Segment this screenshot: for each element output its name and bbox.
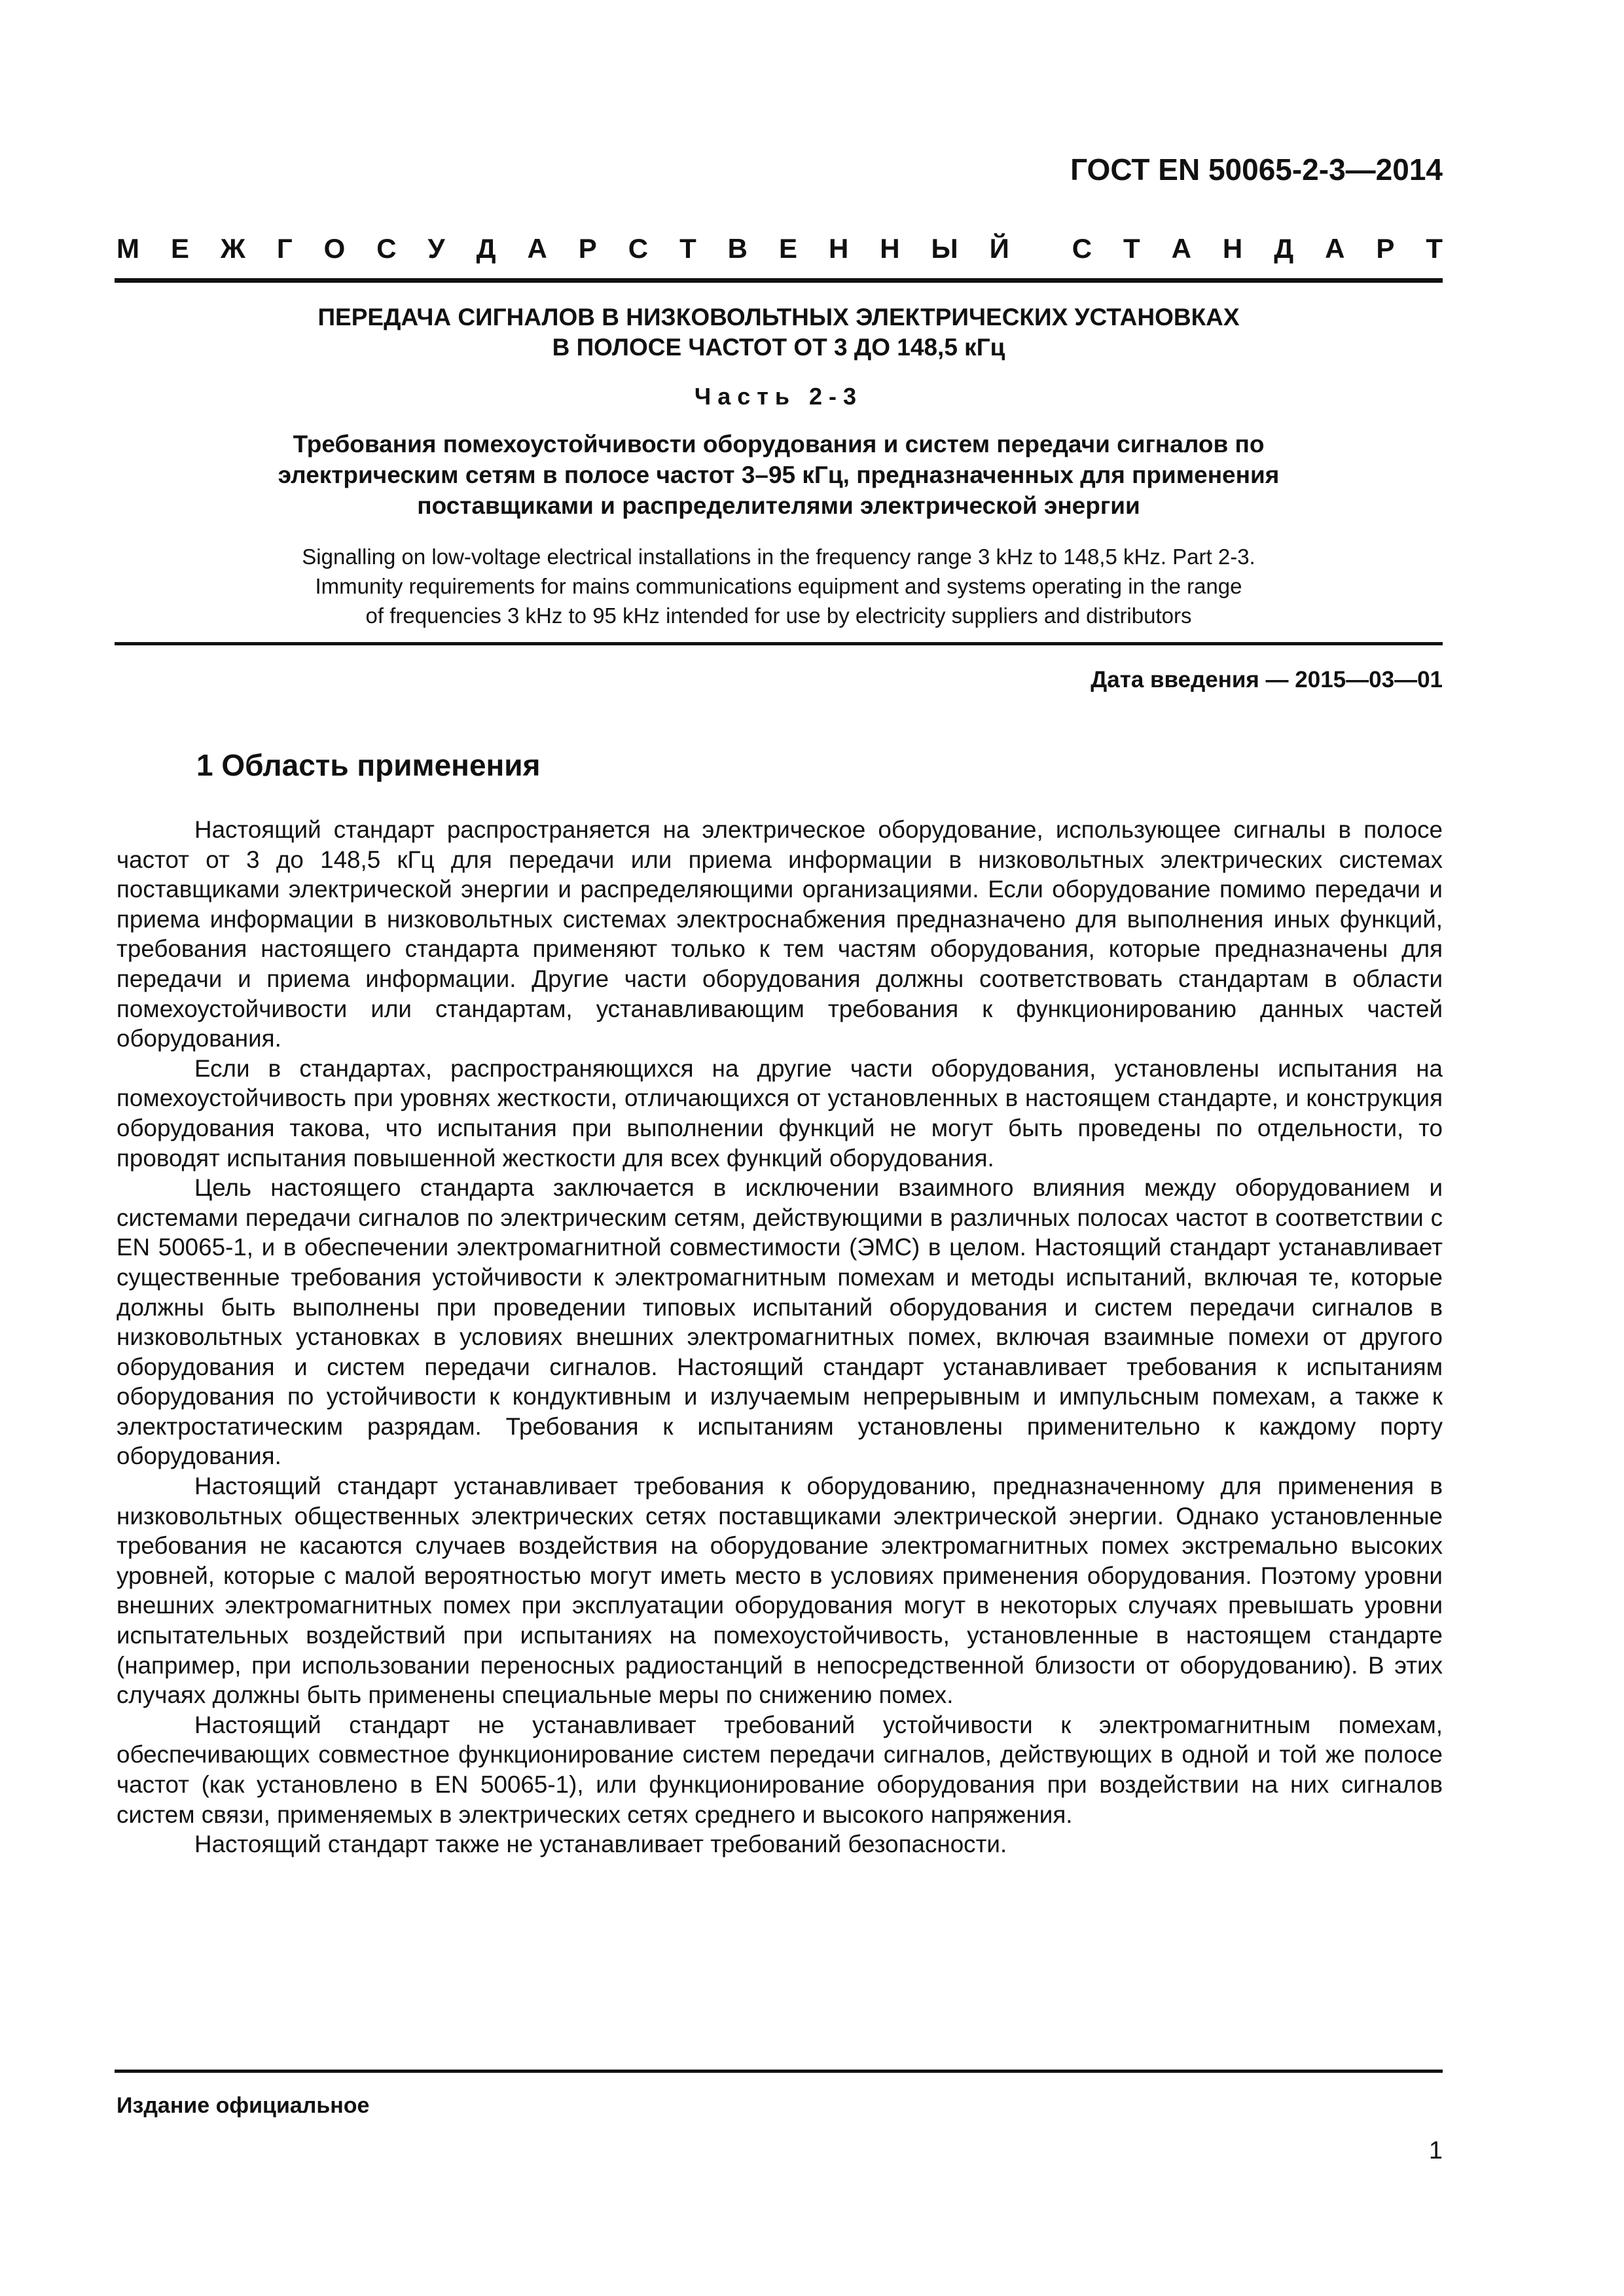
banner-letter: Т bbox=[1426, 233, 1443, 264]
document-number: ГОСТ EN 50065-2-3—2014 bbox=[1070, 152, 1443, 187]
banner-letter: М bbox=[117, 233, 139, 264]
banner-letter: А bbox=[1325, 233, 1345, 264]
banner-letter: Г bbox=[276, 233, 293, 264]
banner-letter: Н bbox=[880, 233, 900, 264]
english-title-line: Immunity requirements for mains communications equipment and systems operating in the range bbox=[315, 574, 1242, 598]
banner-letter: Н bbox=[828, 233, 849, 264]
paragraph: Цель настоящего стандарта заключается в исключении взаимного влияния между оборудованием и системами передачи сигналов по электрическим сетям, действующими в различных полосах частот в соответствии с EN 50065-1, и в обеспечении электромагнитной совместимости (ЭМС) в целом. Настоящий стандарт устанавливает существенные требования устойчивости к электромагнитным помехам и методы испытаний, включая те, которые должны быть выполнены при проведении типовых испытаний оборудования и систем передачи сигналов в низковольтных установках в условиях внешних электромагнитных помех, включая взаимные помехи от другого оборудования и систем передачи сигналов. Настоящий стандарт устанавливает требования к испытаниям оборудования по устойчивости к кондуктивным и излучаемым непрерывным и импульсным помехам, а также к электростатическим разрядам. Требования к испытаниям установлены применительно к каждому порту оборудования. bbox=[117, 1174, 1443, 1470]
banner-letter: Р bbox=[578, 233, 597, 264]
banner-letter: Н bbox=[1222, 233, 1243, 264]
banner-letter: О bbox=[323, 233, 346, 264]
paragraph: Настоящий стандарт также не устанавливает требований безопасности. bbox=[194, 1831, 1007, 1858]
paragraph: Настоящий стандарт не устанавливает требований устойчивости к электромагнитным помехам, обеспечивающих совместное функционирование систем передачи сигналов, действующих в одной и той же полосе частот (как установлено в EN 50065-1), или функционирование оборудования при воздействии на них сигналов систем связи, применяемых в электрических сетях среднего и высокого напряжения. bbox=[117, 1711, 1443, 1828]
title-line: В ПОЛОСЕ ЧАСТОТ ОТ 3 ДО 148,5 кГц bbox=[552, 334, 1005, 361]
paragraph: Если в стандартах, распространяющихся на другие части оборудования, установлены испытания на помехоустойчивость при уровнях жесткости, отличающихся от установленных в настоящем стандарте, и конструкция оборудования такова, что испытания при выполнении функций не могут быть проведены по отдельности, то проводят испытания повышенной жесткости для всех функций оборудования. bbox=[117, 1054, 1443, 1172]
footer-divider bbox=[115, 2070, 1443, 2073]
section-body bbox=[117, 815, 1443, 1859]
banner-letter: В bbox=[727, 233, 748, 264]
paragraph: Настоящий стандарт устанавливает требования к оборудованию, предназначенному для применения в низковольтных общественных электрических сетях поставщиками электрической энергии. Однако установленные требования не касаются случаев воздействия на оборудование электромагнитных помех экстремально высоких уровней, которые с малой вероятностью могут иметь место в условиях применения оборудования. Поэтому уровни внешних электромагнитных помех при эксплуатации оборудования могут в некоторых случаях превышать уровни испытательных воздействий при испытаниях на помехоустойчивость, установленные в настоящем стандарте (например, при использовании переносных радиостанций в непосредственной близости от оборудованию). В этих случаях должны быть применены специальные меры по снижению помех. bbox=[117, 1473, 1443, 1709]
banner-letter: У bbox=[427, 233, 445, 264]
banner-letter: Е bbox=[170, 233, 189, 264]
title-divider bbox=[115, 642, 1443, 645]
banner-letter: А bbox=[527, 233, 547, 264]
banner-letter: С bbox=[1072, 233, 1092, 264]
banner-letter: Р bbox=[1376, 233, 1395, 264]
english-title-line: of frequencies 3 kHz to 95 kHz intended for use by electricity suppliers and distributors bbox=[365, 603, 1192, 628]
banner-letter: Й bbox=[989, 233, 1009, 264]
banner-letter: С bbox=[628, 233, 649, 264]
page-number: 1 bbox=[1428, 2137, 1443, 2164]
banner-letter: Е bbox=[778, 233, 797, 264]
document-subtitle bbox=[115, 429, 1443, 521]
banner-letter: Т bbox=[1123, 233, 1140, 264]
subtitle-line: Требования помехоустойчивости оборудования и систем передачи сигналов по bbox=[293, 431, 1265, 457]
banner-letter: А bbox=[1171, 233, 1191, 264]
banner-letter: Д bbox=[1274, 233, 1294, 264]
subtitle-line: поставщиками и распределителями электрической энергии bbox=[417, 492, 1140, 519]
banner-letter: Ы bbox=[931, 233, 958, 264]
official-edition-label: Издание официальное bbox=[117, 2093, 370, 2118]
english-title bbox=[115, 542, 1443, 630]
header-divider bbox=[115, 278, 1443, 283]
banner-letter: Д bbox=[476, 233, 496, 264]
banner-letter: С bbox=[376, 233, 397, 264]
banner-letter: Ж bbox=[220, 233, 245, 264]
banner-letter: Т bbox=[679, 233, 696, 264]
subtitle-line: электрическим сетям в полосе частот 3–95 кГц, предназначенных для применения bbox=[278, 461, 1280, 488]
section-heading: 1 Область применения bbox=[196, 748, 541, 782]
title-line: ПЕРЕДАЧА СИГНАЛОВ В НИЗКОВОЛЬТНЫХ ЭЛЕКТРИЧЕСКИХ УСТАНОВКАХ bbox=[317, 304, 1240, 331]
paragraph: Настоящий стандарт распространяется на электрическое оборудование, использующее сигналы в полосе частот от 3 до 148,5 кГц для передачи или приема информации в низковольтных электрических системах поставщиками электрической энергии и распределяющими организациями. Если оборудование помимо передачи и приема информации в низковольтных системах электроснабжения предназначено для выполнения иных функций, требования настоящего стандарта применяют только к тем частям оборудования, которые предназначены для передачи и приема информации. Другие части оборудования должны соответствовать стандартам в области помехоустойчивости или стандартам, устанавливающим требования к функционированию данных частей оборудования. bbox=[117, 816, 1443, 1052]
english-title-line: Signalling on low-voltage electrical installations in the frequency range 3 kHz to 148,5 kHz. Part 2-3. bbox=[302, 545, 1255, 569]
part-label: Часть 2-3 bbox=[694, 383, 863, 410]
interstate-standard-banner bbox=[117, 229, 1443, 268]
document-title bbox=[115, 302, 1443, 363]
introduction-date: Дата введения — 2015—03—01 bbox=[1091, 667, 1443, 692]
